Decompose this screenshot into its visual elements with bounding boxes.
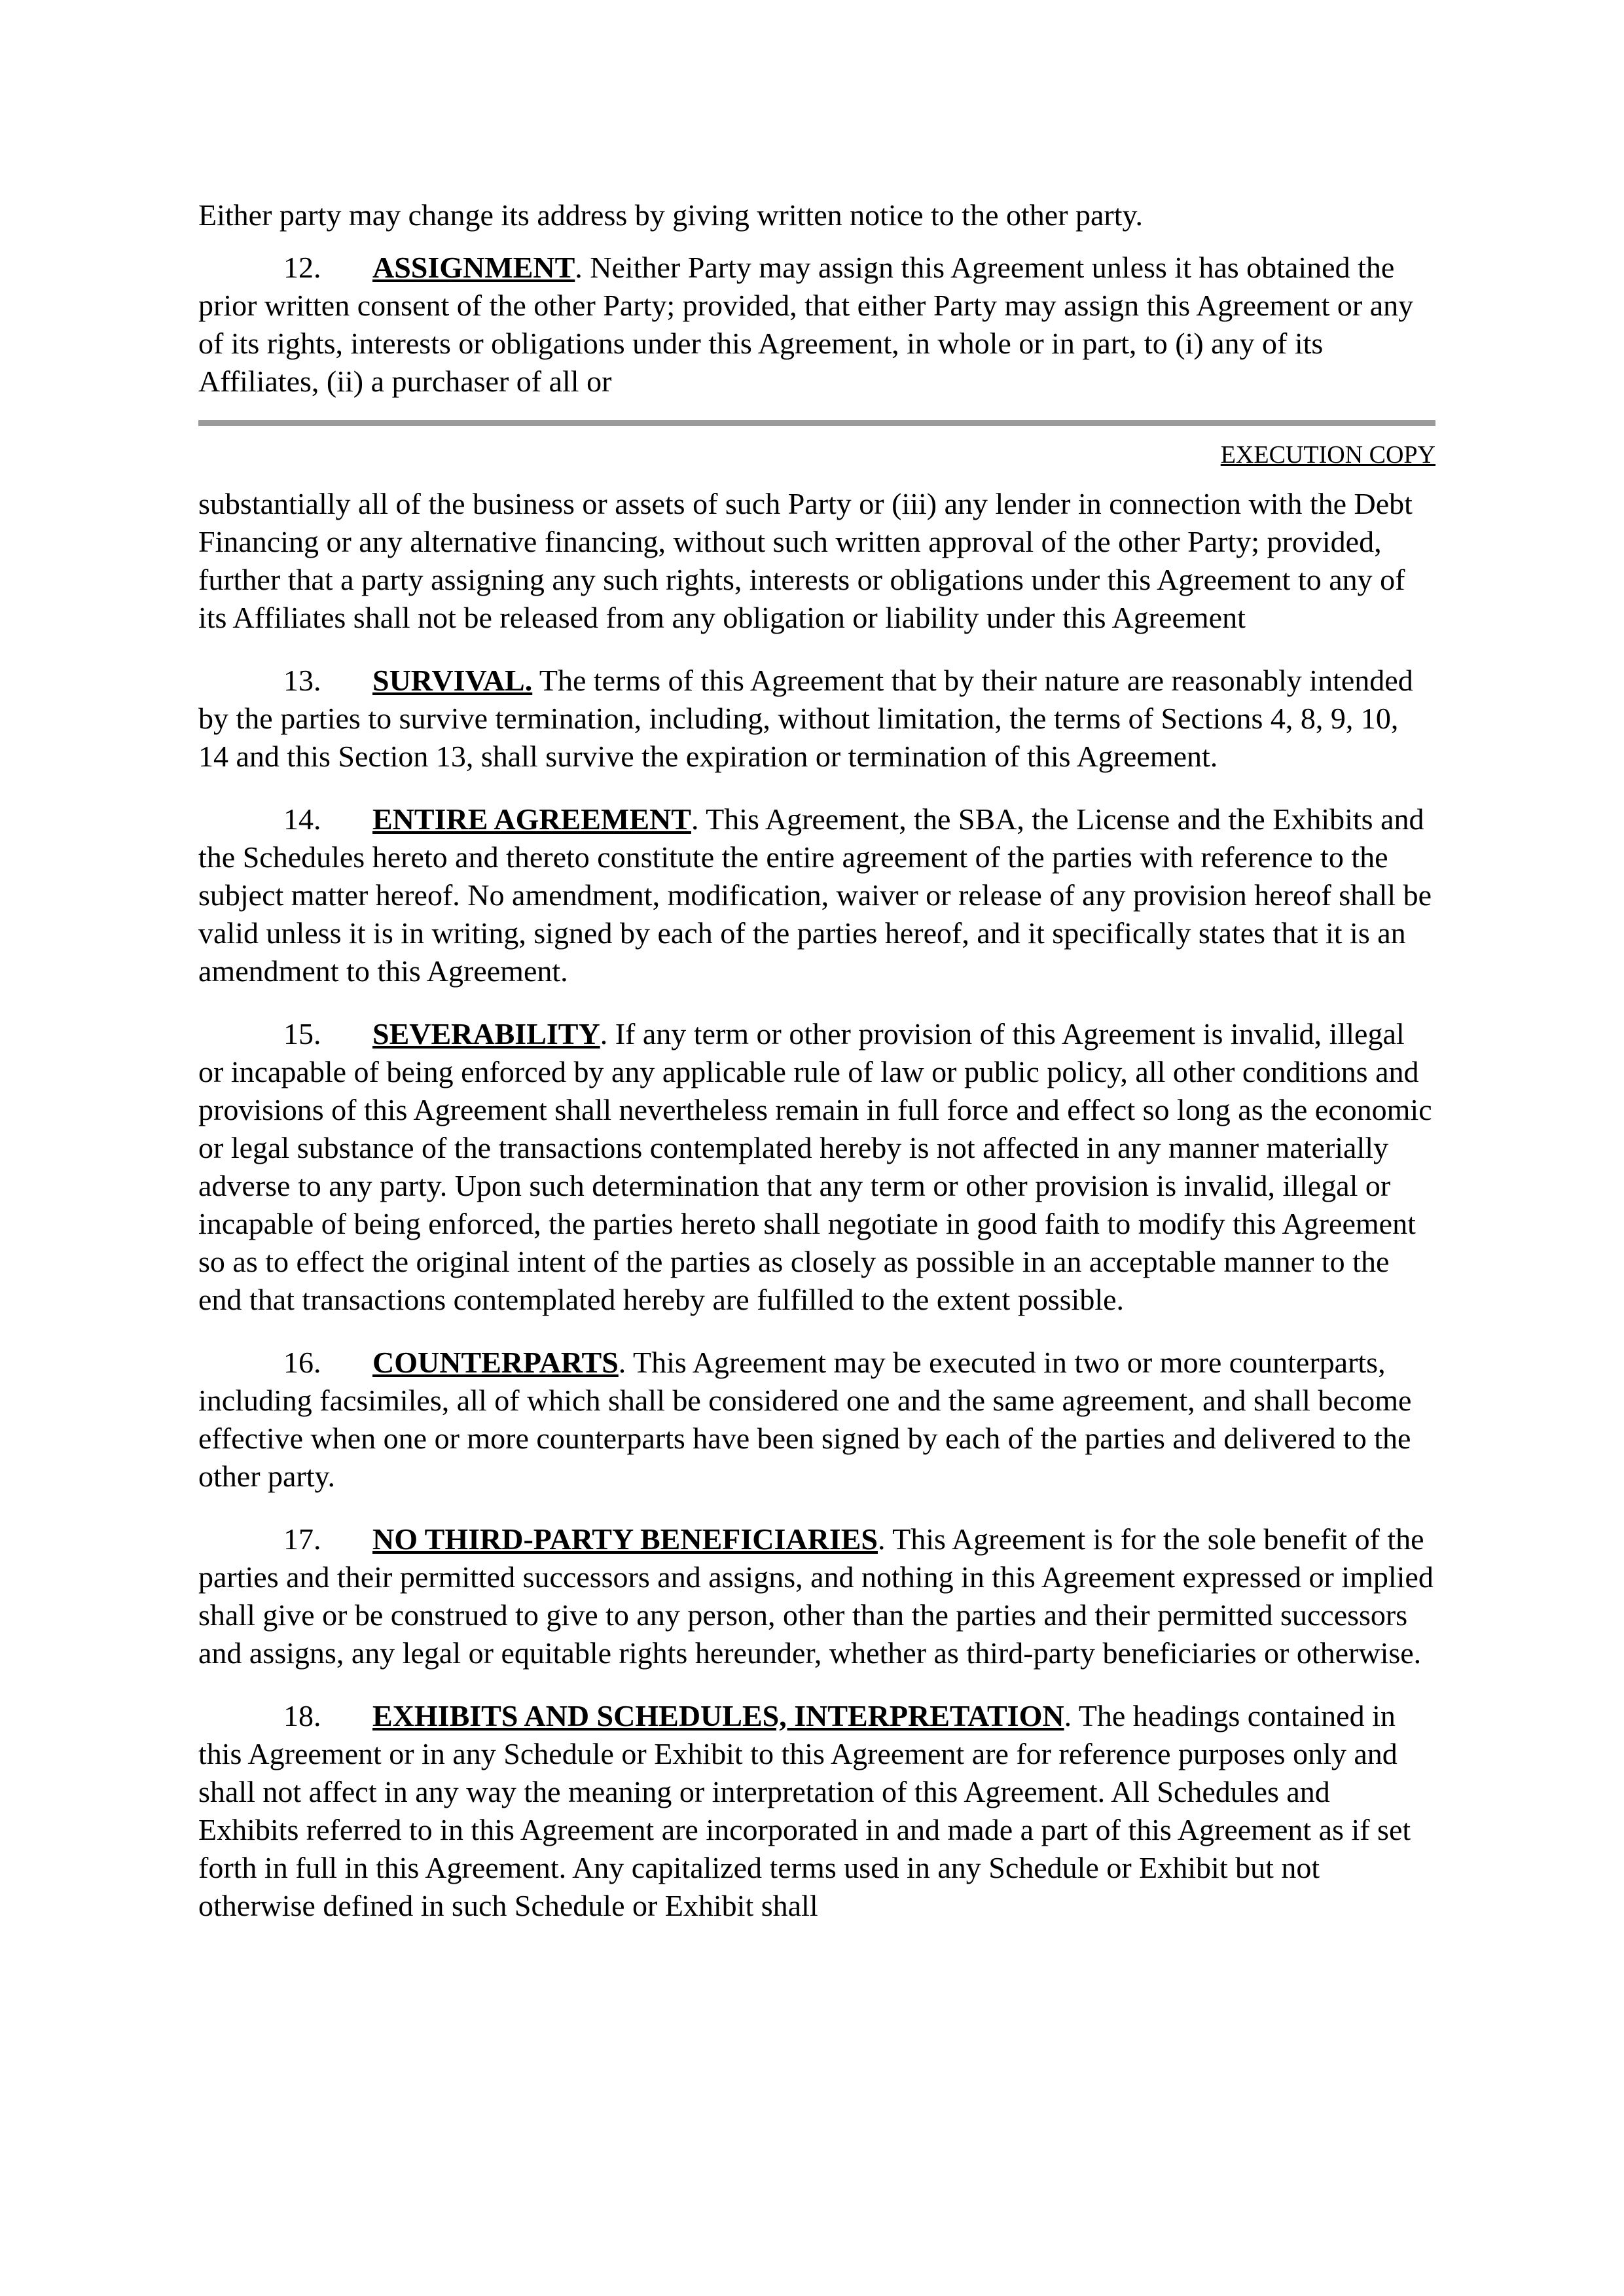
section-heading: COUNTERPARTS bbox=[372, 1346, 619, 1379]
section-text: . If any term or other provision of this Agreement is invalid, illegal or incapable of being enforced by any applicable rule of law or public policy, all other conditions and provisions of this Agreement shall nevertheless remain in full force and effect so long as the economic or legal substance of the transactions contemplated hereby is not affected in any manner materially adverse to any party. Upon such determination that any term or other provision is invalid, illegal or incapable of being enforced, the parties hereto shall negotiate in good faith to modify this Agreement so as to effect the original intent of the parties as closely as possible in an acceptable manner to the end that transactions contemplated hereby are fulfilled to the extent possible. bbox=[198, 1017, 1432, 1316]
section-number: 17. bbox=[283, 1522, 321, 1556]
section-text: . This Agreement may be executed in two or more counterparts, including facsimiles, all of which shall be considered one and the same agreement, and shall become effective when one or more counterparts have been signed by each of the parties and delivered to the other party. bbox=[198, 1346, 1412, 1493]
page-break-rule bbox=[198, 420, 1435, 426]
section-heading: ASSIGNMENT bbox=[372, 251, 575, 284]
section-heading: ENTIRE AGREEMENT bbox=[372, 802, 691, 836]
section-14 bbox=[198, 800, 1435, 990]
section-heading: EXHIBITS AND SCHEDULES, INTERPRETATION bbox=[372, 1699, 1064, 1732]
section-17 bbox=[198, 1520, 1435, 1672]
address-change-line: Either party may change its address by giving written notice to the other party. bbox=[198, 198, 1144, 232]
section-heading: NO THIRD-PARTY BENEFICIARIES bbox=[372, 1522, 878, 1556]
section-heading: SURVIVAL. bbox=[372, 664, 533, 697]
section-number: 13. bbox=[283, 664, 321, 697]
section-number: 12. bbox=[283, 251, 321, 284]
section-text: . This Agreement, the SBA, the License and the Exhibits and the Schedules hereto and thereto constitute the entire agreement of the parties with reference to the subject matter hereof. No amendment, modification, waiver or release of any provision hereof shall be valid unless it is in writing, signed by each of the parties hereof, and it specifically states that it is an amendment to this Agreement. bbox=[198, 802, 1432, 988]
section-18 bbox=[198, 1697, 1435, 1925]
section-text: . The headings contained in this Agreement or in any Schedule or Exhibit to this Agreement are for reference purposes only and shall not affect in any way the meaning or interpretation of this Agreement. All Schedules and Exhibits referred to in this Agreement are incorporated in and made a part of this Agreement as if set forth in full in this Agreement. Any capitalized terms used in any Schedule or Exhibit but not otherwise defined in such Schedule or Exhibit shall bbox=[198, 1699, 1411, 1922]
section-text: . This Agreement is for the sole benefit of the parties and their permitted successors and assigns, and nothing in this Agreement expressed or implied shall give or be construed to give to any person, other than the parties and their permitted successors and assigns, any legal or equitable rights hereunder, whether as third-party beneficiaries or otherwise. bbox=[198, 1522, 1434, 1670]
section-12-part-1 bbox=[198, 249, 1435, 401]
section-heading: SEVERABILITY bbox=[372, 1017, 600, 1050]
section-12-part-2: substantially all of the business or assets of such Party or (iii) any lender in connection with the Debt Financing or any alternative financing, without such written approval of the other Party; provided, further that a party assigning any such rights, interests or obligations under this Agreement to any of its Affiliates shall not be released from any obligation or liability under this Agreement bbox=[198, 487, 1413, 634]
section-16 bbox=[198, 1344, 1435, 1496]
section-number: 15. bbox=[283, 1017, 321, 1050]
section-number: 18. bbox=[283, 1699, 321, 1732]
section-text: . Neither Party may assign this Agreement unless it has obtained the prior written consent of the other Party; provided, that either Party may assign this Agreement or any of its rights, interests or obligations under this Agreement, in whole or in part, to (i) any of its Affiliates, (ii) a purchaser of all or bbox=[198, 251, 1414, 398]
document-page bbox=[198, 196, 1435, 1950]
section-15 bbox=[198, 1015, 1435, 1319]
section-number: 16. bbox=[283, 1346, 321, 1379]
section-13 bbox=[198, 662, 1435, 776]
section-number: 14. bbox=[283, 802, 321, 836]
section-text: The terms of this Agreement that by their nature are reasonably intended by the parties to survive termination, including, without limitation, the terms of Sections 4, 8, 9, 10, 14 and this Section 13, shall survive the expiration or termination of this Agreement. bbox=[198, 664, 1413, 773]
execution-copy-label: EXECUTION COPY bbox=[1220, 441, 1435, 469]
